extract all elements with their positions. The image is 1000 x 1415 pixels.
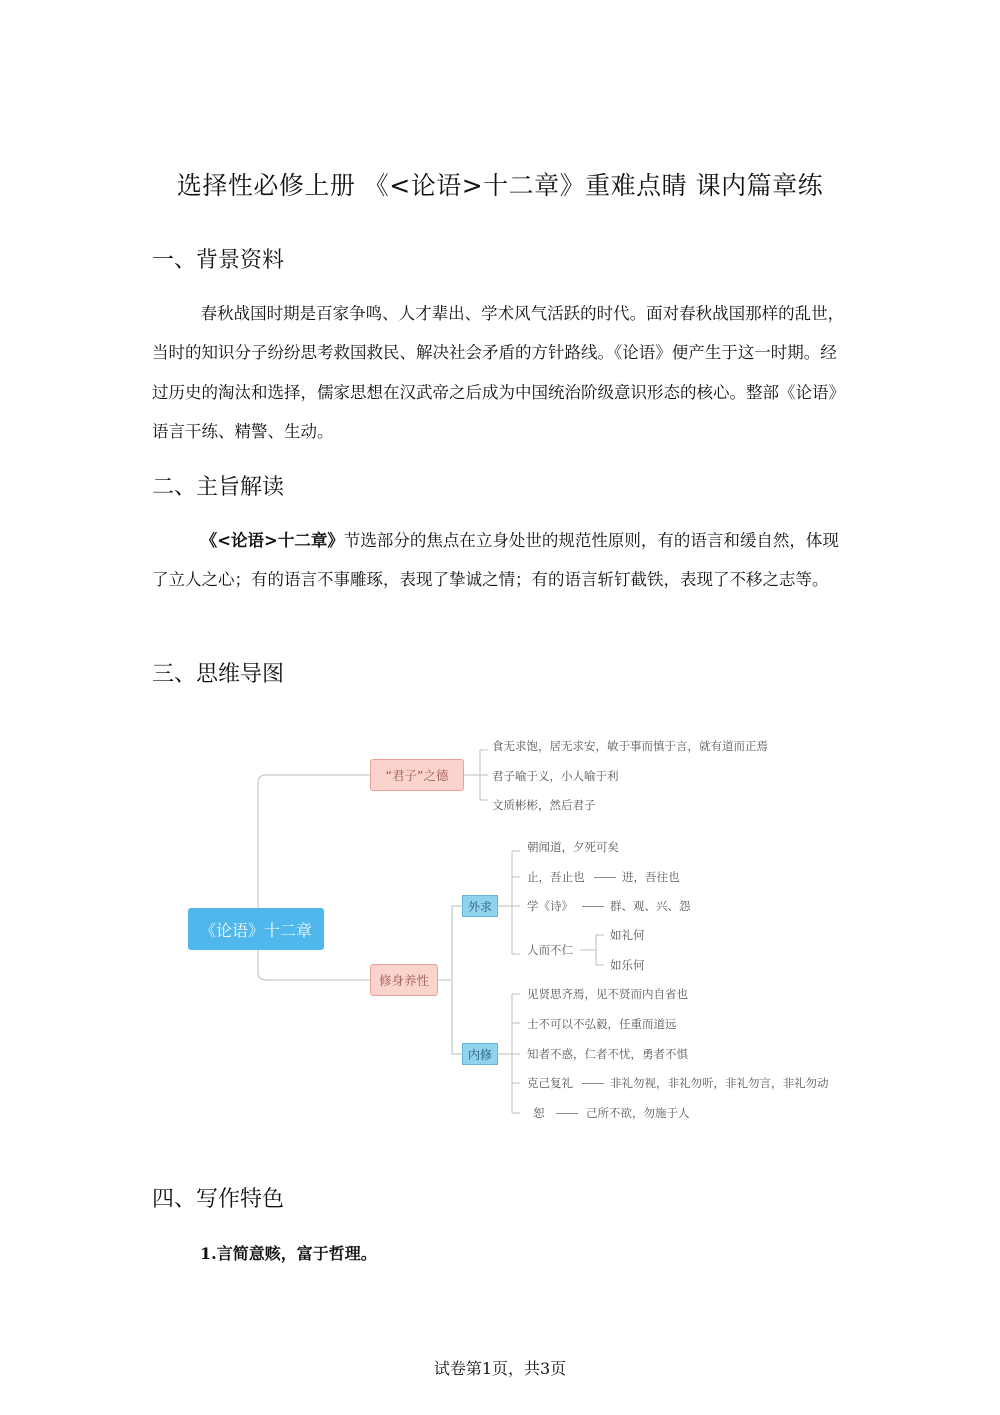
mindmap-root-node: 《论语》十二章 xyxy=(188,908,324,950)
mindmap-leaf-waiqiu-pair1-left: 止，吾止也 xyxy=(527,870,585,884)
writing-point-1: 1.言简意赅，富于哲理。 xyxy=(200,1244,377,1263)
mindmap-node-xiushen: 修身养性 xyxy=(370,964,438,996)
mindmap-connector-dash xyxy=(556,1113,578,1114)
mindmap-leaf-junzi-2: 君子喻于义，小人喻于利 xyxy=(492,769,619,783)
mindmap-leaf-junzi-3: 文质彬彬，然后君子 xyxy=(492,798,596,812)
mindmap-leaf-waiqiu-pair2-right: 群、观、兴、怨 xyxy=(610,899,691,913)
mindmap-leaf-neixiu-pair2-right: 己所不欲，勿施于人 xyxy=(586,1106,690,1120)
background-paragraph: 春秋战国时期是百家争鸣、人才辈出、学术风气活跃的时代。面对春秋战国那样的乱世，当时的知识分子纷纷思考救国救民、解决社会矛盾的方针路线。《论语》便产生于这一时期。经过历史的淘汰和选择，儒家思想在汉武帝之后成为中国统治阶级意识形态的核心。整部《论语》语言干练、精警、生动。 xyxy=(152,304,845,441)
mindmap-leaf-neixiu-1: 见贤思齐焉，见不贤而内自省也 xyxy=(527,987,688,1001)
section-heading-theme: 二、主旨解读 xyxy=(152,475,285,500)
mindmap-connector-dash xyxy=(582,1083,604,1084)
mindmap-leaf-renerburen: 人而不仁 xyxy=(527,943,573,957)
theme-paragraph xyxy=(152,521,848,600)
mindmap-leaf-waiqiu-pair1-right: 进，吾往也 xyxy=(622,870,680,884)
mindmap-leaf-neixiu-pair2-left: 恕 xyxy=(533,1106,545,1120)
mindmap-leaf-neixiu-pair1-right: 非礼勿视，非礼勿听，非礼勿言，非礼勿动 xyxy=(610,1076,829,1090)
document-title: 选择性必修上册 《<论语>十二章》重难点睛 课内篇章练 xyxy=(176,171,824,200)
mindmap-connector-dash xyxy=(582,906,604,907)
theme-lead-bold: 《<论语>十二章》 xyxy=(200,531,344,550)
mindmap-node-waiqiu: 外求 xyxy=(462,895,498,917)
page-footer: 试卷第1页，共3页 xyxy=(433,1359,567,1378)
theme-text: 节选部分的焦点在立身处世的规范性原则，有的语言和缓自然，体现了立人之心；有的语言不事雕琢，表现了挚诚之情；有的语言斩钉截铁，表现了不移之志等。 xyxy=(152,531,839,590)
mindmap-node-neixiu: 内修 xyxy=(462,1043,498,1065)
mindmap-leaf-ruyue: 如乐何 xyxy=(610,958,645,972)
section-heading-mindmap: 三、思维导图 xyxy=(152,662,285,687)
mindmap-leaf-waiqiu-1: 朝闻道，夕死可矣 xyxy=(527,840,619,854)
mindmap-connector-dash xyxy=(594,877,616,878)
mindmap-leaf-neixiu-2: 士不可以不弘毅，任重而道远 xyxy=(527,1017,677,1031)
mindmap-leaf-waiqiu-pair2-left: 学《诗》 xyxy=(527,899,573,913)
section-heading-background: 一、背景资料 xyxy=(152,248,285,273)
mind-map xyxy=(150,720,850,1140)
mindmap-leaf-neixiu-3: 知者不惑，仁者不忧，勇者不惧 xyxy=(527,1047,688,1061)
mindmap-leaf-neixiu-pair1-left: 克己复礼 xyxy=(527,1076,573,1090)
mindmap-leaf-ruli: 如礼何 xyxy=(610,928,645,942)
section-heading-writing: 四、写作特色 xyxy=(152,1187,285,1212)
mindmap-node-junzi: “君子”之德 xyxy=(370,759,464,791)
mindmap-leaf-junzi-1: 食无求饱，居无求安，敏于事而慎于言，就有道而正焉 xyxy=(492,739,768,753)
